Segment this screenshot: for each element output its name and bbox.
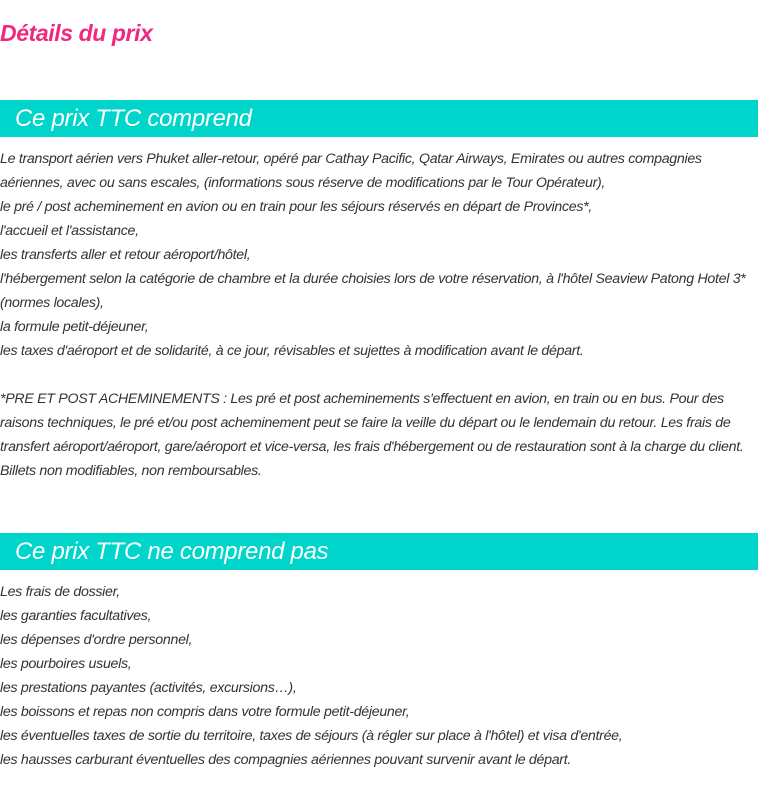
excluded-heading: Ce prix TTC ne comprend pas [0,533,758,570]
excluded-item: les prestations payantes (activités, excursions…), [0,680,297,696]
excluded-item: les garanties facultatives, [0,608,152,624]
included-item: les transferts aller et retour aéroport/hôtel, [0,247,251,263]
excluded-item: les boissons et repas non compris dans votre formule petit-déjeuner, [0,704,410,720]
included-item: le pré / post acheminement en avion ou en train pour les séjours réservés en départ de Provinces*, [0,199,593,215]
excluded-list [0,580,758,772]
acheminement-note [0,387,758,483]
included-item: la formule petit-déjeuner, [0,319,149,335]
excluded-item: les hausses carburant éventuelles des compagnies aériennes pouvant survenir avant le départ. [0,752,572,768]
excluded-item: Les frais de dossier, [0,584,120,600]
page-title: Détails du prix [0,20,153,46]
acheminement-note-text: *PRE ET POST ACHEMINEMENTS : Les pré et post acheminements s'effectuent en avion, en train ou en bus. Pour des raisons techniques, le pré et/ou post acheminement peut se faire la veille du départ ou le lendemain du retour. Les frais de transfert aéroport/aéroport, gare/aéroport et vice-versa, les frais d'hébergement ou de restauration sont à la charge du client. Billets non modifiables, non remboursables. [0,391,744,479]
included-heading: Ce prix TTC comprend [0,100,758,137]
included-list [0,147,758,363]
excluded-item: les éventuelles taxes de sortie du territoire, taxes de séjours (à régler sur place à l'hôtel) et visa d'entrée, [0,728,623,744]
included-item: les taxes d'aéroport et de solidarité, à ce jour, révisables et sujettes à modification avant le départ. [0,343,584,359]
excluded-item: les pourboires usuels, [0,656,132,672]
included-item: Le transport aérien vers Phuket aller-retour, opéré par Cathay Pacific, Qatar Airways, Emirates ou autres compagnies aériennes, avec ou sans escales, (informations sous réserve de modifications par le Tour Opérateur), [0,151,702,191]
included-item: l'hébergement selon la catégorie de chambre et la durée choisies lors de votre réservation, à l'hôtel Seaview Patong Hotel 3* (normes locales), [0,271,746,311]
included-item: l'accueil et l'assistance, [0,223,139,239]
excluded-item: les dépenses d'ordre personnel, [0,632,193,648]
